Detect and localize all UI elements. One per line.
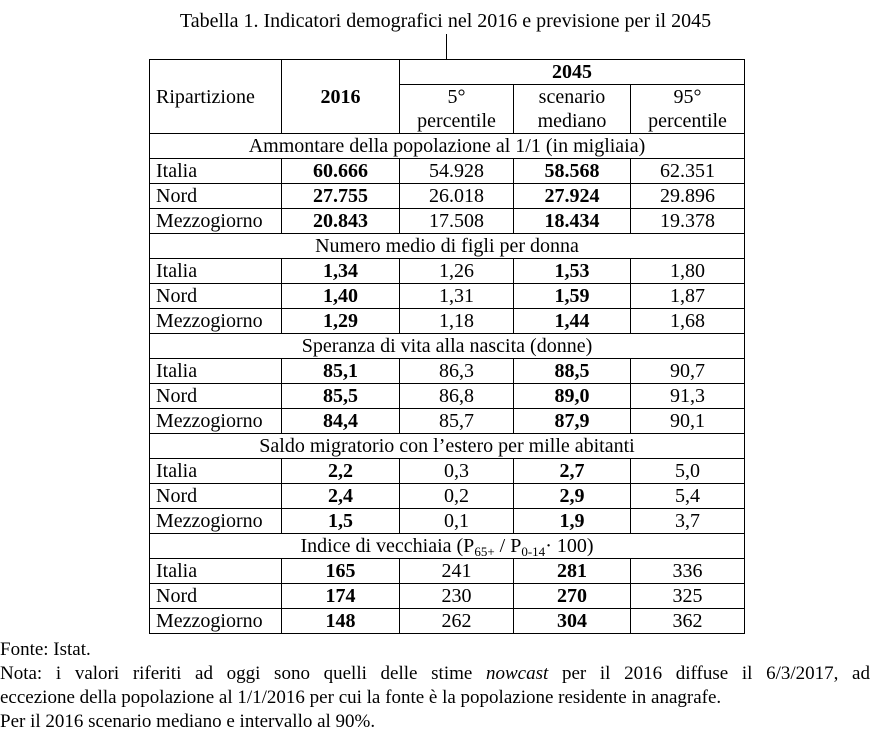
section-header xyxy=(150,434,745,459)
section-title: Ammontare della popolazione al 1/1 (in migliaia) xyxy=(150,134,745,159)
table-title: Tabella 1. Indicatori demografici nel 2016 e previsione per il 2045 xyxy=(179,10,712,32)
cell-p5: 17.508 xyxy=(400,209,514,234)
header-p5-line2: percentile xyxy=(417,110,496,132)
cell-median: 1,44 xyxy=(514,309,631,334)
cell-p5: 1,26 xyxy=(400,259,514,284)
cell-p95: 1,80 xyxy=(631,259,745,284)
section-title: Numero medio di figli per donna xyxy=(150,234,745,259)
cell-p5: 85,7 xyxy=(400,409,514,434)
cell-p5: 241 xyxy=(400,559,514,584)
nota-prefix: Nota: i valori riferiti ad oggi sono quelli delle stime xyxy=(0,663,473,684)
title-connector-line xyxy=(446,34,447,60)
cell-median: 304 xyxy=(514,609,631,634)
cell-region: Italia xyxy=(150,559,282,584)
cell-2016: 1,34 xyxy=(282,259,400,284)
cell-p95: 3,7 xyxy=(631,509,745,534)
header-median-line2: mediano xyxy=(537,110,607,132)
cell-median: 58.568 xyxy=(514,159,631,184)
cell-region: Nord xyxy=(150,584,282,609)
header-p95-line2: percentile xyxy=(648,110,727,132)
cell-median: 89,0 xyxy=(514,384,631,409)
cell-p5: 0,2 xyxy=(400,484,514,509)
section-title: Saldo migratorio con l’estero per mille abitanti xyxy=(150,434,745,459)
section-title-sub-014: 0-14 xyxy=(521,544,546,559)
cell-region: Italia xyxy=(150,259,282,284)
cell-p5: 26.018 xyxy=(400,184,514,209)
cell-p95: 325 xyxy=(631,584,745,609)
cell-p95: 1,68 xyxy=(631,309,745,334)
header-region: Ripartizione xyxy=(150,60,282,134)
section-title-end: · 100) xyxy=(545,535,594,557)
cell-p95: 362 xyxy=(631,609,745,634)
header-2016: 2016 xyxy=(282,60,400,134)
source-note: Fonte: Istat. xyxy=(0,639,91,660)
cell-p95: 29.896 xyxy=(631,184,745,209)
table-row xyxy=(150,184,745,209)
header-p5-line1: 5° xyxy=(447,86,466,108)
table-row xyxy=(150,509,745,534)
demographic-indicators-table xyxy=(149,59,745,634)
cell-median: 27.924 xyxy=(514,184,631,209)
cell-p95: 19.378 xyxy=(631,209,745,234)
section-title-main: Indice di vecchiaia (P xyxy=(300,535,475,557)
header-p95 xyxy=(631,85,745,134)
nota-suffix: per il 2016 diffuse il 6/3/2017, ad xyxy=(561,663,870,684)
cell-2016: 20.843 xyxy=(282,209,400,234)
cell-2016: 27.755 xyxy=(282,184,400,209)
cell-region: Mezzogiorno xyxy=(150,309,282,334)
header-row-top xyxy=(150,60,745,85)
section-header xyxy=(150,234,745,259)
section-title-mid: / P xyxy=(494,535,522,557)
cell-2016: 84,4 xyxy=(282,409,400,434)
section-title-sub-65: 65+ xyxy=(474,544,495,559)
table-row xyxy=(150,384,745,409)
cell-p95: 62.351 xyxy=(631,159,745,184)
table-notes xyxy=(0,638,870,734)
header-median xyxy=(514,85,631,134)
cell-p95: 90,1 xyxy=(631,409,745,434)
cell-p5: 262 xyxy=(400,609,514,634)
table-row xyxy=(150,309,745,334)
table-row xyxy=(150,459,745,484)
cell-region: Mezzogiorno xyxy=(150,409,282,434)
cell-p95: 90,7 xyxy=(631,359,745,384)
cell-region: Mezzogiorno xyxy=(150,609,282,634)
table-row xyxy=(150,259,745,284)
cell-region: Nord xyxy=(150,184,282,209)
nota-italic: nowcast xyxy=(486,663,549,684)
header-p95-line1: 95° xyxy=(673,86,702,108)
table-row xyxy=(150,584,745,609)
cell-p5: 54.928 xyxy=(400,159,514,184)
cell-p5: 230 xyxy=(400,584,514,609)
cell-2016: 2,2 xyxy=(282,459,400,484)
table-row xyxy=(150,609,745,634)
cell-p95: 1,87 xyxy=(631,284,745,309)
section-title: Speranza di vita alla nascita (donne) xyxy=(150,334,745,359)
nota-line1 xyxy=(0,662,870,686)
cell-2016: 1,5 xyxy=(282,509,400,534)
cell-2016: 148 xyxy=(282,609,400,634)
cell-region: Mezzogiorno xyxy=(150,509,282,534)
cell-region: Nord xyxy=(150,284,282,309)
nota-line3: Per il 2016 scenario mediano e intervallo al 90%. xyxy=(0,711,376,732)
cell-region: Nord xyxy=(150,484,282,509)
table-row xyxy=(150,484,745,509)
cell-p5: 1,18 xyxy=(400,309,514,334)
cell-region: Italia xyxy=(150,359,282,384)
section-title xyxy=(150,534,745,559)
section-header xyxy=(150,534,745,559)
cell-2016: 85,5 xyxy=(282,384,400,409)
cell-p95: 91,3 xyxy=(631,384,745,409)
table-row xyxy=(150,559,745,584)
cell-region: Italia xyxy=(150,159,282,184)
cell-median: 88,5 xyxy=(514,359,631,384)
section-header xyxy=(150,134,745,159)
cell-median: 18.434 xyxy=(514,209,631,234)
cell-p95: 336 xyxy=(631,559,745,584)
cell-median: 1,53 xyxy=(514,259,631,284)
cell-2016: 165 xyxy=(282,559,400,584)
cell-p5: 0,1 xyxy=(400,509,514,534)
header-p5 xyxy=(400,85,514,134)
table-row xyxy=(150,359,745,384)
section-header xyxy=(150,334,745,359)
cell-p5: 1,31 xyxy=(400,284,514,309)
header-2045: 2045 xyxy=(400,60,745,85)
cell-region: Italia xyxy=(150,459,282,484)
cell-median: 1,9 xyxy=(514,509,631,534)
cell-2016: 1,29 xyxy=(282,309,400,334)
cell-region: Mezzogiorno xyxy=(150,209,282,234)
table-row xyxy=(150,209,745,234)
nota-line2: eccezione della popolazione al 1/1/2016 per cui la fonte è la popolazione residente in anagrafe. xyxy=(0,687,722,708)
cell-median: 2,7 xyxy=(514,459,631,484)
cell-median: 87,9 xyxy=(514,409,631,434)
cell-p95: 5,4 xyxy=(631,484,745,509)
table-row xyxy=(150,284,745,309)
cell-2016: 60.666 xyxy=(282,159,400,184)
table-row xyxy=(150,409,745,434)
cell-2016: 1,40 xyxy=(282,284,400,309)
cell-p5: 86,8 xyxy=(400,384,514,409)
cell-p5: 0,3 xyxy=(400,459,514,484)
cell-2016: 174 xyxy=(282,584,400,609)
cell-median: 1,59 xyxy=(514,284,631,309)
cell-p5: 86,3 xyxy=(400,359,514,384)
header-median-line1: scenario xyxy=(538,86,606,108)
cell-median: 270 xyxy=(514,584,631,609)
cell-median: 281 xyxy=(514,559,631,584)
cell-median: 2,9 xyxy=(514,484,631,509)
cell-2016: 2,4 xyxy=(282,484,400,509)
cell-region: Nord xyxy=(150,384,282,409)
cell-p95: 5,0 xyxy=(631,459,745,484)
table-row xyxy=(150,159,745,184)
cell-2016: 85,1 xyxy=(282,359,400,384)
